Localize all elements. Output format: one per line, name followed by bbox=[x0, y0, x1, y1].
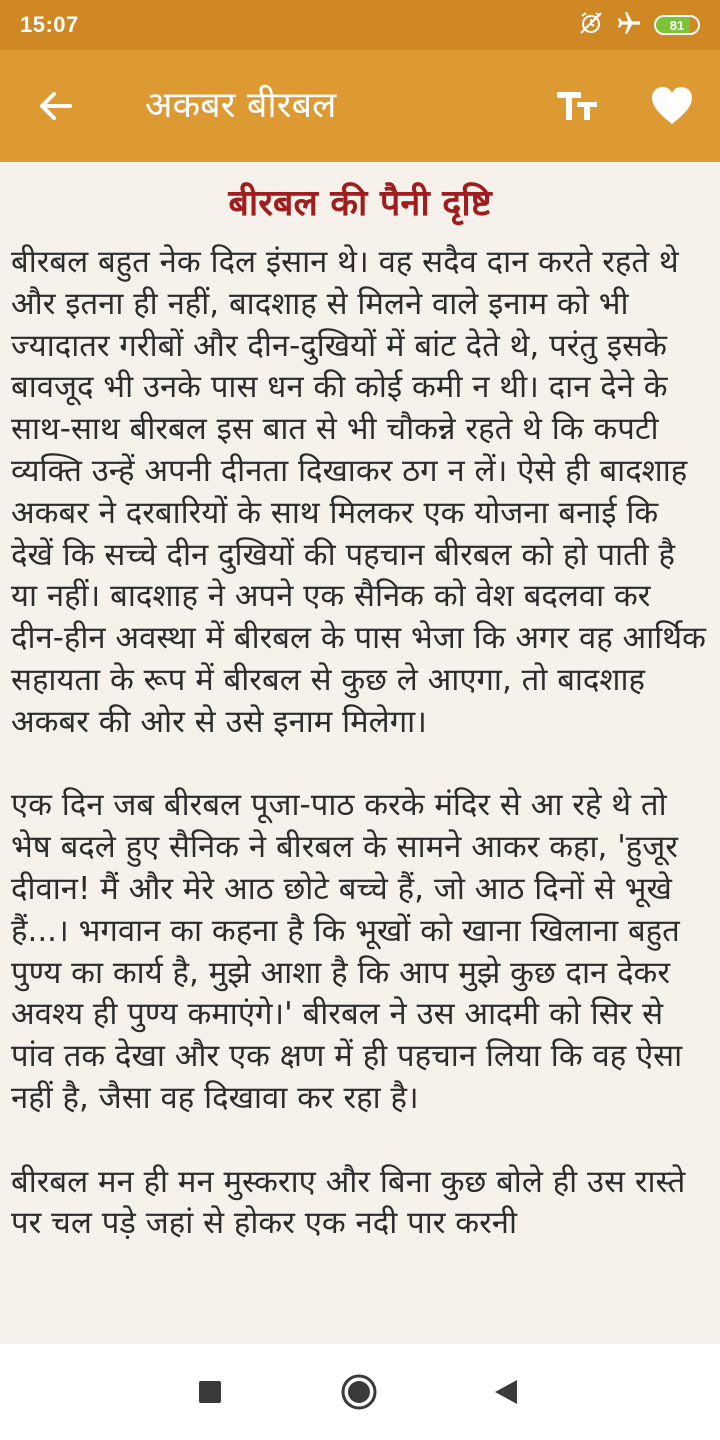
text-size-icon bbox=[555, 86, 599, 126]
back-button[interactable] bbox=[24, 76, 88, 136]
story-paragraph: बीरबल बहुत नेक दिल इंसान थे। वह सदैव दान करते रहते थे और इतना ही नहीं, बादशाह से मिलने वाले इनाम को भी ज्यादातर गरीबों और दीन-दुखियों में बांट देते थे, परंतु इसके बावजूद भी उनके पास धन की कोई कमी न थी। दान देने के साथ-साथ बीरबल इस बात से भी चौकन्ने रहते थे कि कपटी व्यक्ति उन्हें अपनी दीनता दिखाकर ठग न लें। ऐसे ही बादशाह अकबर ने दरबारियों के साथ मिलकर एक योजना बनाई कि देखें कि सच्चे दीन दुखियों की पहचान बीरबल को हो पाती है या नहीं। बादशाह ने अपने एक सैनिक को वेश बदलवा कर दीन-हीन अवस्था में बीरबल के पास भेजा कि अगर वह आर्थिक सहायता के रूप में बीरबल से कुछ ले आएगा, तो बादशाह अकबर की ओर से उसे इनाम मिलेगा। bbox=[11, 244, 706, 740]
home-button[interactable] bbox=[331, 1366, 387, 1418]
battery-icon bbox=[654, 15, 700, 35]
font-size-button[interactable] bbox=[545, 76, 609, 136]
square-recents-icon bbox=[198, 1380, 222, 1404]
story-body bbox=[0, 242, 720, 1245]
triangle-back-icon bbox=[493, 1378, 519, 1406]
app-bar bbox=[0, 50, 720, 162]
airplane-icon bbox=[616, 10, 642, 40]
status-icons bbox=[578, 12, 700, 38]
story-paragraph: एक दिन जब बीरबल पूजा-पाठ करके मंदिर से आ रहे थे तो भेष बदले हुए सैनिक ने बीरबल के सामने आकर कहा, 'हुजूर दीवान! मैं और मेरे आठ छोटे बच्चे हैं, जो आठ दिनों से भूखे हैं...। भगवान का कहना है कि भूखों को खाना खिलाना बहुत पुण्य का कार्य है, मुझे आशा है कि आप मुझे कुछ दान देकर अवश्य ही पुण्य कमाएंगे।' बीरबल ने उस आदमी को सिर से पांव तक देखा और एक क्षण में ही पहचान लिया कि वह ऐसा नहीं है, जैसा वह दिखावा कर रहा है। bbox=[11, 787, 683, 1116]
status-time: 15:07 bbox=[20, 12, 79, 37]
recents-button[interactable] bbox=[182, 1366, 238, 1418]
circle-home-icon bbox=[340, 1373, 378, 1411]
app-title: अकबर बीरबल bbox=[145, 85, 337, 126]
back-arrow-icon bbox=[36, 86, 76, 126]
story-content[interactable] bbox=[0, 162, 720, 1344]
favorite-button[interactable] bbox=[640, 76, 704, 136]
navigation-bar bbox=[0, 1344, 720, 1440]
alarm-off-icon bbox=[578, 10, 604, 40]
story-title: बीरबल की पैनी दृष्टि bbox=[228, 183, 492, 224]
battery-level: 81 bbox=[669, 17, 685, 33]
heart-icon bbox=[650, 86, 694, 126]
status-bar bbox=[0, 0, 720, 50]
back-nav-button[interactable] bbox=[478, 1366, 534, 1418]
story-paragraph: बीरबल मन ही मन मुस्कराए और बिना कुछ बोले ही उस रास्ते पर चल पड़े जहां से होकर एक नदी पार करनी bbox=[11, 1163, 686, 1242]
